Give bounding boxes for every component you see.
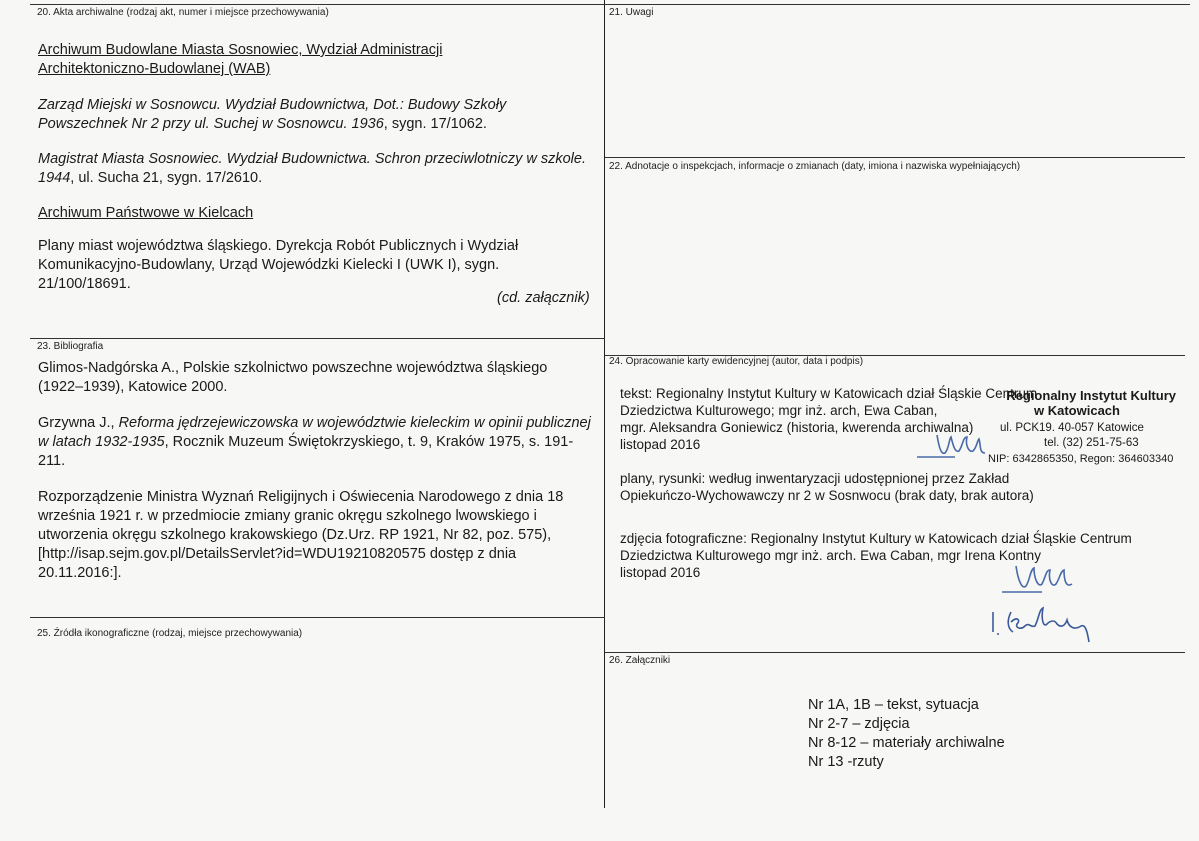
section-21-label: 21. Uwagi: [609, 7, 654, 18]
signature-ewa-caban: [915, 425, 1015, 465]
rule-20-23: [30, 338, 605, 339]
bibliography-ref-1: Glimos-Nadgórska A., Polskie szkolnictwo powszechne województwa śląskiego (1922–1939), Katowice 2000.: [38, 360, 548, 395]
stamp-address: ul. PCK19. 40-057 Katowice: [1000, 422, 1144, 434]
rule-23-25: [30, 617, 605, 618]
attachment-item: Nr 1A, 1B – tekst, sytuacja: [808, 697, 979, 713]
bibliography-ref-2: Grzywna J., Reforma jędrzejewiczowska w województwie kieleckim w opinii publicznej w latach 1932-1935, Rocznik Muzeum Świętokrzyskiego, t. 9, Kraków 1975, s. 191-211.: [38, 415, 591, 469]
attachment-item: Nr 8-12 – materiały archiwalne: [808, 735, 1005, 751]
archive-heading-sosnowiec: Archiwum Budowlane Miasta Sosnowiec, Wydział Administracji Architektoniczno-Budowlanej (WAB): [38, 42, 443, 77]
archive-entry-3: Plany miast województwa śląskiego. Dyrekcja Robót Publicznych i Wydział Komunikacyjno-Budowlany, Urząd Wojewódzki Kielecki I (UWK I), sygn. 21/100/18691.: [38, 238, 519, 292]
author-text-line-3: mgr. Aleksandra Goniewicz (historia, kwerenda archiwalna): [620, 420, 974, 435]
continued-note: (cd. załącznik): [497, 290, 590, 306]
bibliography-ref-3: Rozporządzenie Ministra Wyznań Religijnych i Oświecenia Narodowego z dnia 18 września 1921 r. w przedmiocie zmiany granic okręgu szkolnego lwowskiego i utworzenia okręgu szkolnego krakowskiego (Dz.Urz. RP 1921, Nr 82, poz. 575), [http://isap.sejm.gov.pl/DetailsServlet?id=WDU19210820575 dostęp z dnia 20.11.2016:].: [38, 489, 564, 581]
attachment-item: Nr 2-7 – zdjęcia: [808, 716, 910, 732]
section-20-body: [38, 41, 593, 294]
top-rule: [30, 4, 1190, 5]
signature-irena-kontny: [985, 598, 1095, 648]
rule-21-22: [605, 157, 1185, 158]
section-22-label: 22. Adnotacje o inspekcjach, informacje o zmianach (daty, imiona i nazwiska wypełniających): [609, 161, 1021, 172]
author-text-line-2: Dziedzictwa Kulturowego; mgr inż. arch, Ewa Caban,: [620, 403, 938, 418]
photos-author-line-1: zdjęcia fotograficzne: Regionalny Instytut Kultury w Katowicach dział Śląskie Centrum: [620, 531, 1132, 546]
author-text-line-1: tekst: Regionalny Instytut Kultury w Katowicach dział Śląskie Centrum: [620, 386, 1038, 401]
photos-author-line-3: listopad 2016: [620, 565, 701, 580]
stamp-phone: tel. (32) 251-75-63: [1044, 437, 1139, 449]
section-25-label: 25. Źródła ikonograficzne (rodzaj, miejsce przechowywania): [37, 628, 303, 639]
author-text-line-4: listopad 2016: [620, 437, 701, 452]
plans-author: plany, rysunki: według inwentaryzacji udostępnionej przez Zakład Opiekuńczo-Wychowawczy nr 2 w Sosnwocu (brak daty, brak autora): [620, 471, 1034, 503]
signature-ewa-caban-2: [1000, 558, 1090, 598]
archive-entry-1: Zarząd Miejski w Sosnowcu. Wydział Budownictwa, Dot.: Budowy Szkoły Powszechnek Nr 2 przy ul. Suchej w Sosnowcu. 1936, sygn. 17/1062.: [38, 97, 507, 132]
section-23-label: 23. Bibliografia: [37, 341, 104, 352]
stamp-title-2: w Katowicach: [1034, 403, 1120, 418]
institution-stamp: [1000, 388, 1190, 418]
archive-heading-kielce: Archiwum Państwowe w Kielcach: [38, 205, 254, 221]
section-24-label: 24. Opracowanie karty ewidencyjnej (autor, data i podpis): [609, 356, 864, 367]
attachment-item: Nr 13 -rzuty: [808, 754, 884, 770]
photos-author-line-2: Dziedzictwa Kulturowego mgr inż. arch. Ewa Caban, mgr Irena Kontny: [620, 548, 1041, 563]
rule-24-26: [605, 652, 1185, 653]
section-26-label: 26. Załączniki: [609, 655, 671, 666]
attachments-list: [808, 696, 1168, 772]
stamp-title-1: Regionalny Instytut Kultury: [1006, 388, 1176, 403]
section-23-body: [38, 359, 600, 583]
archive-entry-2: Magistrat Miasta Sosnowiec. Wydział Budownictwa. Schron przeciwlotniczy w szkole. 1944, ul. Sucha 21, sygn. 17/2610.: [38, 151, 586, 186]
stamp-ids: NIP: 6342865350, Regon: 364603340: [988, 453, 1174, 465]
section-20-label: 20. Akta archiwalne (rodzaj akt, numer i miejsce przechowywania): [37, 7, 329, 18]
column-divider: [604, 0, 605, 808]
